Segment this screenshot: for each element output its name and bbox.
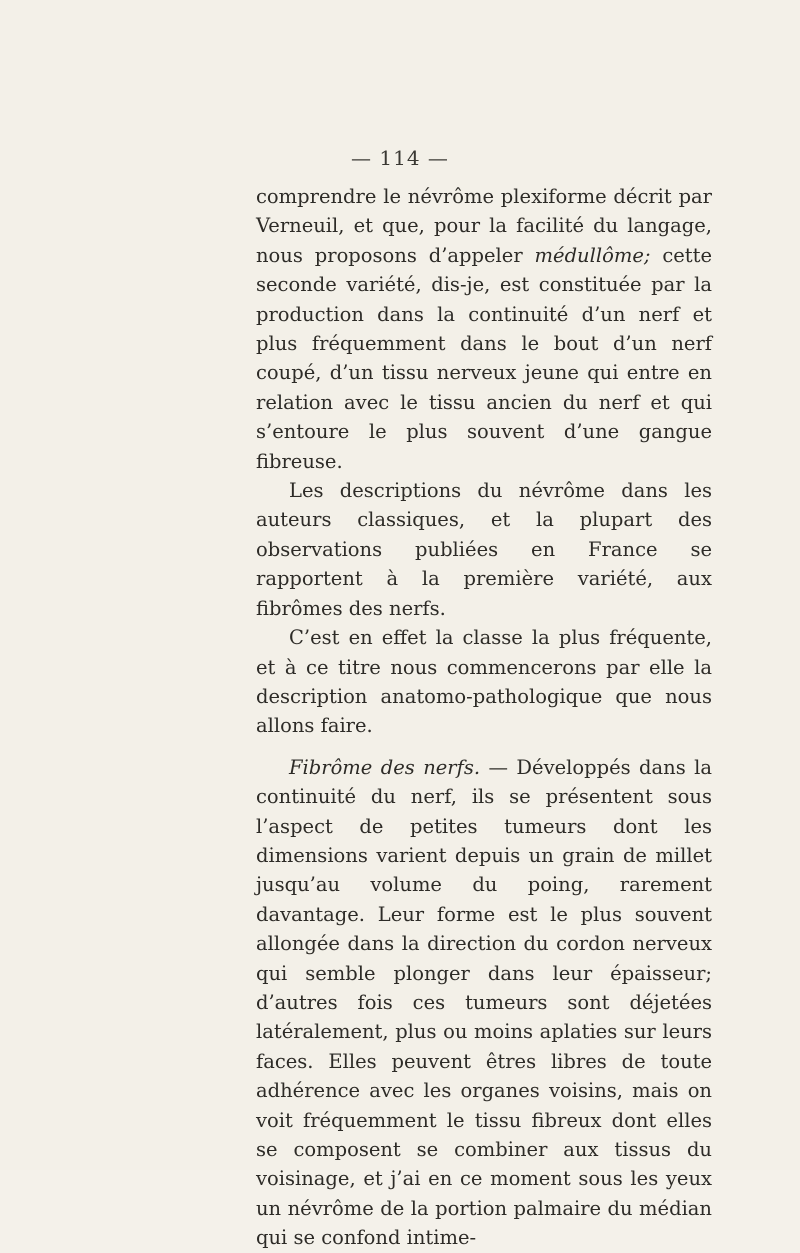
paragraph-4 (256, 753, 712, 1253)
paragraph-1-rest: cette seconde variété, dis-je, est constituée par la production dans la continuité d’un nerf et plus fréquemment dans le bout d’un nerf coupé, d’un tissu nerveux jeune qui entre en relation avec le tissu ancien du nerf et qui s’entoure le plus souvent d’une gangue fibreuse. (256, 243, 713, 473)
paragraph-4-text: — Développés dans la continuité du nerf, ils se présentent sous l’aspect de petites tumeurs dont les dimensions varient depuis un grain de millet jusqu’au volume du poing, rarement davantage. Leur forme est le plus souvent allongée dans la direction du cordon nerveux qui semble plonger dans leur épaisseur; d’autres fois ces tumeurs sont déjetées latéralement, plus ou moins aplaties sur leurs faces. Elles peuvent êtres libres de toute adhérence avec les organes voisins, mais on voit fréquemment le tissu fibreux dont elles se composent se combiner aux tissus du voisinage, et j’ai en ce moment sous les yeux un névrôme de la portion palmaire du médian qui se confond intime- (256, 755, 712, 1250)
paragraph-1 (256, 182, 712, 476)
paragraph-1-text: comprendre le névrôme plexiforme décrit par Verneuil, et que, pour la facilité du langage, nous proposons d’appeler (256, 185, 712, 267)
paragraph-1-italic-term: médullôme; (534, 243, 651, 267)
paragraph-3: C’est en effet la classe la plus fréquente, et à ce titre nous commencerons par elle la description anatomo-pathologique que nous allons faire. (256, 626, 712, 738)
body-text (256, 182, 712, 1253)
paragraph-2: Les descriptions du névrôme dans les auteurs classiques, et la plupart des observations publiées en France se rapportent à la première variété, aux fibrômes des nerfs. (256, 479, 712, 620)
page-number: — 114 — (351, 146, 449, 170)
section-gap (256, 741, 712, 753)
section-heading: Fibrôme des nerfs. (289, 755, 481, 779)
